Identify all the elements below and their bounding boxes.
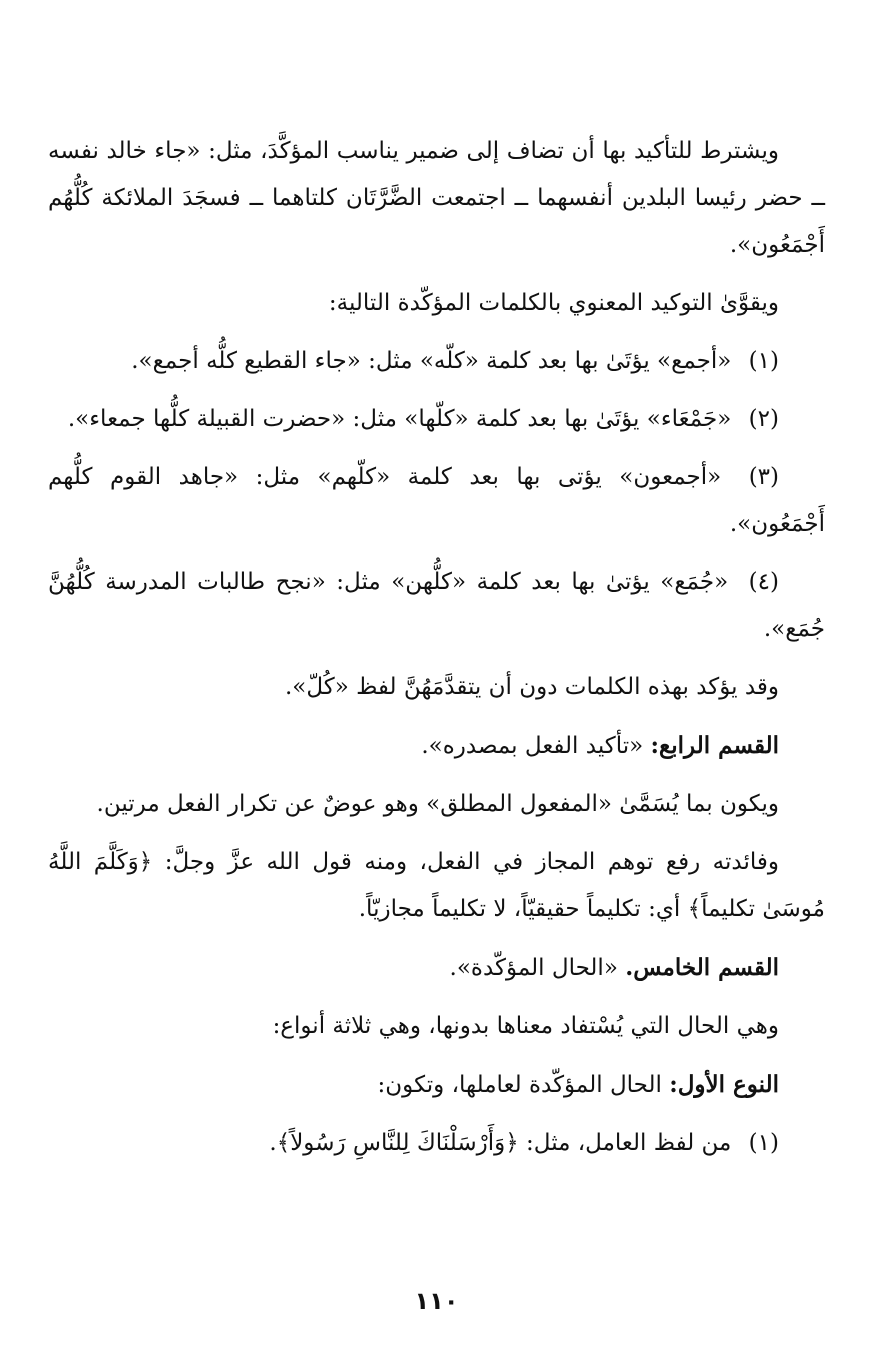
list-number: (٢) [748, 406, 779, 432]
page-body [48, 128, 825, 1178]
page-number: ١١٠ [414, 1287, 459, 1315]
paragraph-text: وهي الحال التي يُسْتفاد معناها بدونها، وهي ثلاثة أنواع: [272, 1013, 779, 1039]
paragraph-text: «جُمَع» يؤتىٰ بها بعد كلمة «كلُّهن» مثل: «نجح طالبات المدرسة كُلُّهُنَّ جُمَع». [48, 569, 825, 642]
list-item-jamaa [48, 396, 825, 443]
paragraph-text: وفائدته رفع توهم المجاز في الفعل، ومنه قول الله عزَّ وجلَّ: ﴿وَكَلَّمَ اللَّهُ مُوسَىٰ تكليماً﴾ أي: تكليماً حقيقيّاً، لا تكليماً مجازيّاً. [48, 849, 825, 922]
paragraph-absolute-object [48, 781, 825, 828]
section-fourth-heading [48, 722, 825, 770]
paragraph-text: «تأكيد الفعل بمصدره». [421, 733, 644, 759]
section-fifth-heading [48, 944, 825, 992]
paragraph-text: «أجمعون» يؤتى بها بعد كلمة «كلّهم» مثل: «جاهد القوم كلُّهم أَجْمَعُون». [48, 464, 825, 537]
paragraph-text: الحال المؤكّدة لعاملها، وتكون: [377, 1072, 662, 1098]
paragraph-text: ويكون بما يُسَمَّىٰ «المفعول المطلق» وهو عوضٌ عن تكرار الفعل مرتين. [96, 791, 779, 817]
paragraph-text: ويشترط للتأكيد بها أن تضاف إلى ضمير يناسب المؤكَّدَ، مثل: «جاء خالد نفسه ــ حضر رئيسا البلدين أنفسهما ــ اجتمعت الضَّرَّتَان كلتاهما ــ فسجَدَ الملائكة كُلُّهُم أَجْمَعُون». [48, 138, 825, 258]
paragraph-text: ويقوَّىٰ التوكيد المعنوي بالكلمات المؤكّدة التالية: [328, 290, 779, 316]
paragraph-text: من لفظ العامل، مثل: ﴿وَأَرْسَلْنَاكَ لِلنَّاسِ رَسُولاً﴾. [269, 1130, 732, 1156]
paragraph-text: «الحال المؤكّدة». [449, 955, 618, 981]
paragraph-benefit [48, 839, 825, 933]
paragraph-text: وقد يؤكد بهذه الكلمات دون أن يتقدَّمَهُنَّ لفظ «كُلّ». [284, 674, 779, 700]
type-label: النوع الأول: [669, 1071, 779, 1098]
paragraph-without-kull [48, 664, 825, 711]
list-number: (٣) [748, 464, 780, 490]
paragraph-emphasis-condition [48, 128, 825, 269]
paragraph-text: «أجمع» يؤتَىٰ بها بعد كلمة «كلّه» مثل: «جاء القطيع كلُّه أجمع». [131, 348, 732, 374]
section-label: القسم الرابع: [650, 732, 779, 759]
list-item-jumaa [48, 559, 825, 653]
list-item-ajma [48, 338, 825, 385]
list-number: (١) [748, 348, 779, 374]
list-item-from-verb [48, 1120, 825, 1167]
paragraph-hal-definition [48, 1003, 825, 1050]
list-number: (١) [748, 1130, 779, 1156]
section-label: القسم الخامس. [625, 954, 779, 981]
paragraph-strengthening-words [48, 280, 825, 327]
paragraph-text: «جَمْعَاء» يؤتَىٰ بها بعد كلمة «كلّها» مثل: «حضرت القبيلة كلُّها جمعاء». [67, 406, 732, 432]
type-first-heading [48, 1061, 825, 1109]
list-number: (٤) [748, 569, 779, 595]
list-item-ajmaoon [48, 454, 825, 548]
